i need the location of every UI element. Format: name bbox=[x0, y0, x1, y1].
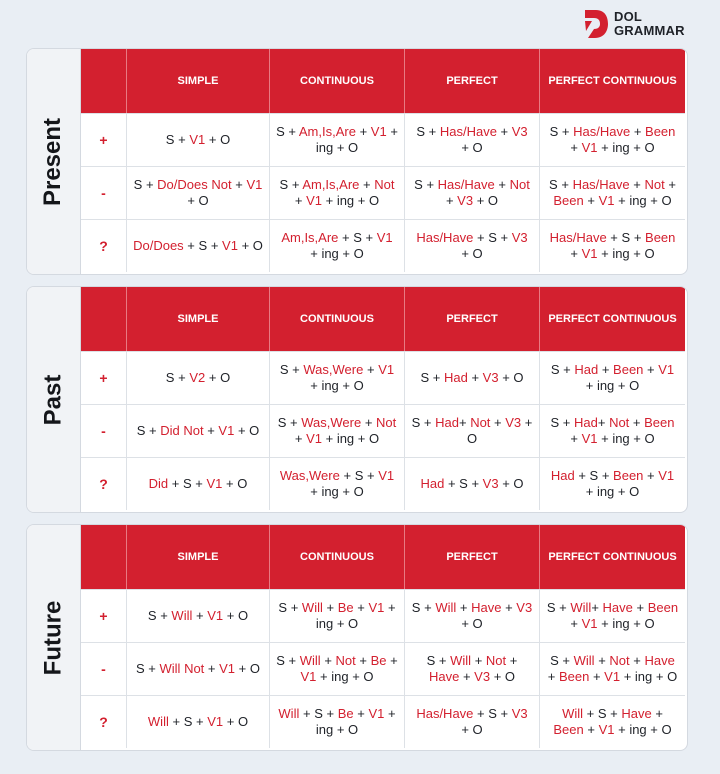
formula-text: S + Had+ Not + Been + V1 + ing + O bbox=[550, 415, 675, 446]
formula-cell bbox=[404, 351, 539, 404]
formula-cell bbox=[269, 589, 404, 642]
column-header: PERFECT CONTINUOUS bbox=[539, 287, 685, 351]
formula-cell bbox=[269, 695, 404, 748]
formula-cell bbox=[404, 219, 539, 272]
formula-cell bbox=[539, 457, 685, 510]
formula-text: Will + S + Be + V1 + ing + O bbox=[278, 706, 396, 737]
formula-text: Has/Have + S + Been + V1 + ing + O bbox=[549, 230, 676, 261]
header-corner bbox=[81, 287, 126, 351]
formula-text: S + Will Not + V1 + O bbox=[135, 661, 261, 676]
formula-cell bbox=[126, 404, 269, 457]
formula-text: Will + S + V1 + O bbox=[147, 714, 249, 729]
formula-cell bbox=[404, 642, 539, 695]
row-sign: ? bbox=[81, 457, 126, 510]
formula-text: S + Has/Have + V3 + O bbox=[416, 124, 528, 155]
formula-cell bbox=[539, 219, 685, 272]
tense-label: Past bbox=[39, 374, 67, 425]
row-sign: ? bbox=[81, 695, 126, 748]
column-header: PERFECT bbox=[404, 525, 539, 589]
column-header: CONTINUOUS bbox=[269, 49, 404, 113]
formula-text: S + Will + Not + Have + Been + V1 + ing + O bbox=[547, 653, 678, 684]
formula-cell bbox=[404, 113, 539, 166]
brand-line-1: DOL bbox=[614, 9, 643, 24]
formula-text: Was,Were + S + V1 + ing + O bbox=[279, 468, 395, 499]
formula-cell bbox=[126, 113, 269, 166]
column-header: PERFECT bbox=[404, 49, 539, 113]
brand-logo bbox=[583, 9, 685, 39]
column-header: CONTINUOUS bbox=[269, 525, 404, 589]
tense-table bbox=[81, 287, 687, 512]
formula-cell bbox=[539, 695, 685, 748]
formula-text: Has/Have + S + V3 + O bbox=[416, 706, 528, 737]
column-header: SIMPLE bbox=[126, 49, 269, 113]
formula-cell bbox=[126, 695, 269, 748]
row-sign: + bbox=[81, 589, 126, 642]
formula-cell bbox=[269, 113, 404, 166]
formula-text: S + Am,Is,Are + V1 + ing + O bbox=[276, 124, 398, 155]
formula-cell bbox=[539, 404, 685, 457]
row-sign: - bbox=[81, 166, 126, 219]
formula-cell bbox=[126, 219, 269, 272]
formula-text: S + Will + Not + Have + V3 + O bbox=[426, 653, 518, 684]
column-header: SIMPLE bbox=[126, 287, 269, 351]
tense-section-past bbox=[26, 286, 688, 513]
formula-cell bbox=[269, 404, 404, 457]
formula-cell bbox=[539, 166, 685, 219]
tense-table bbox=[81, 525, 687, 750]
formula-text: S + Am,Is,Are + Not + V1 + ing + O bbox=[279, 177, 395, 208]
column-header: PERFECT CONTINUOUS bbox=[539, 49, 685, 113]
formula-text: S + Had + V3 + O bbox=[420, 370, 524, 385]
formula-text: S + Do/Does Not + V1 + O bbox=[133, 177, 263, 208]
formula-text: S + Has/Have + Not + Been + V1 + ing + O bbox=[549, 177, 676, 208]
formula-text: S + V1 + O bbox=[165, 132, 231, 147]
formula-text: S + Will + V1 + O bbox=[147, 608, 249, 623]
formula-text: Am,Is,Are + S + V1 + ing + O bbox=[281, 230, 393, 261]
tense-section-present bbox=[26, 48, 688, 275]
formula-cell bbox=[539, 589, 685, 642]
tense-table bbox=[81, 49, 687, 274]
formula-cell bbox=[539, 642, 685, 695]
formula-text: Will + S + Have + Been + V1 + ing + O bbox=[553, 706, 672, 737]
formula-cell bbox=[404, 695, 539, 748]
header-corner bbox=[81, 525, 126, 589]
formula-text: S + Had + Been + V1 + ing + O bbox=[550, 362, 675, 393]
header-corner bbox=[81, 49, 126, 113]
formula-cell bbox=[126, 642, 269, 695]
formula-cell bbox=[126, 166, 269, 219]
formula-text: S + Will + Not + Be + V1 + ing + O bbox=[276, 653, 398, 684]
formula-cell bbox=[269, 166, 404, 219]
row-sign: - bbox=[81, 642, 126, 695]
tense-label: Present bbox=[39, 117, 67, 206]
tense-label: Future bbox=[39, 600, 67, 675]
dol-logo-icon bbox=[583, 9, 609, 39]
row-sign: + bbox=[81, 113, 126, 166]
tense-label-column bbox=[27, 49, 81, 274]
column-header: SIMPLE bbox=[126, 525, 269, 589]
tense-label-column bbox=[27, 525, 81, 750]
formula-cell bbox=[126, 457, 269, 510]
formula-text: Has/Have + S + V3 + O bbox=[416, 230, 528, 261]
formula-text: Had + S + V3 + O bbox=[420, 476, 524, 491]
formula-cell bbox=[269, 642, 404, 695]
tense-label-column bbox=[27, 287, 81, 512]
formula-text: S + Has/Have + Not + V3 + O bbox=[414, 177, 530, 208]
formula-cell bbox=[269, 351, 404, 404]
row-sign: - bbox=[81, 404, 126, 457]
brand-line-2: GRAMMAR bbox=[614, 23, 685, 38]
row-sign: ? bbox=[81, 219, 126, 272]
formula-cell bbox=[539, 113, 685, 166]
formula-text: S + V2 + O bbox=[165, 370, 231, 385]
column-header: CONTINUOUS bbox=[269, 287, 404, 351]
formula-cell bbox=[126, 351, 269, 404]
formula-cell bbox=[404, 589, 539, 642]
formula-text: Do/Does + S + V1 + O bbox=[133, 238, 263, 253]
formula-cell bbox=[269, 457, 404, 510]
formula-cell bbox=[269, 219, 404, 272]
formula-cell bbox=[404, 404, 539, 457]
formula-cell bbox=[126, 589, 269, 642]
formula-cell bbox=[404, 166, 539, 219]
formula-text: S + Was,Were + V1 + ing + O bbox=[279, 362, 395, 393]
formula-text: S + Had+ Not + V3 + O bbox=[411, 415, 533, 446]
formula-text: S + Will+ Have + Been + V1 + ing + O bbox=[546, 600, 679, 631]
formula-text: S + Was,Were + Not + V1 + ing + O bbox=[277, 415, 397, 446]
formula-text: S + Will + Be + V1 + ing + O bbox=[278, 600, 396, 631]
formula-cell bbox=[539, 351, 685, 404]
formula-text: S + Did Not + V1 + O bbox=[136, 423, 260, 438]
formula-text: S + Will + Have + V3 + O bbox=[411, 600, 533, 631]
row-sign: + bbox=[81, 351, 126, 404]
column-header: PERFECT CONTINUOUS bbox=[539, 525, 685, 589]
formula-text: Did + S + V1 + O bbox=[148, 476, 248, 491]
formula-text: S + Has/Have + Been + V1 + ing + O bbox=[549, 124, 676, 155]
tense-section-future bbox=[26, 524, 688, 751]
formula-text: Had + S + Been + V1 + ing + O bbox=[550, 468, 675, 499]
formula-cell bbox=[404, 457, 539, 510]
column-header: PERFECT bbox=[404, 287, 539, 351]
